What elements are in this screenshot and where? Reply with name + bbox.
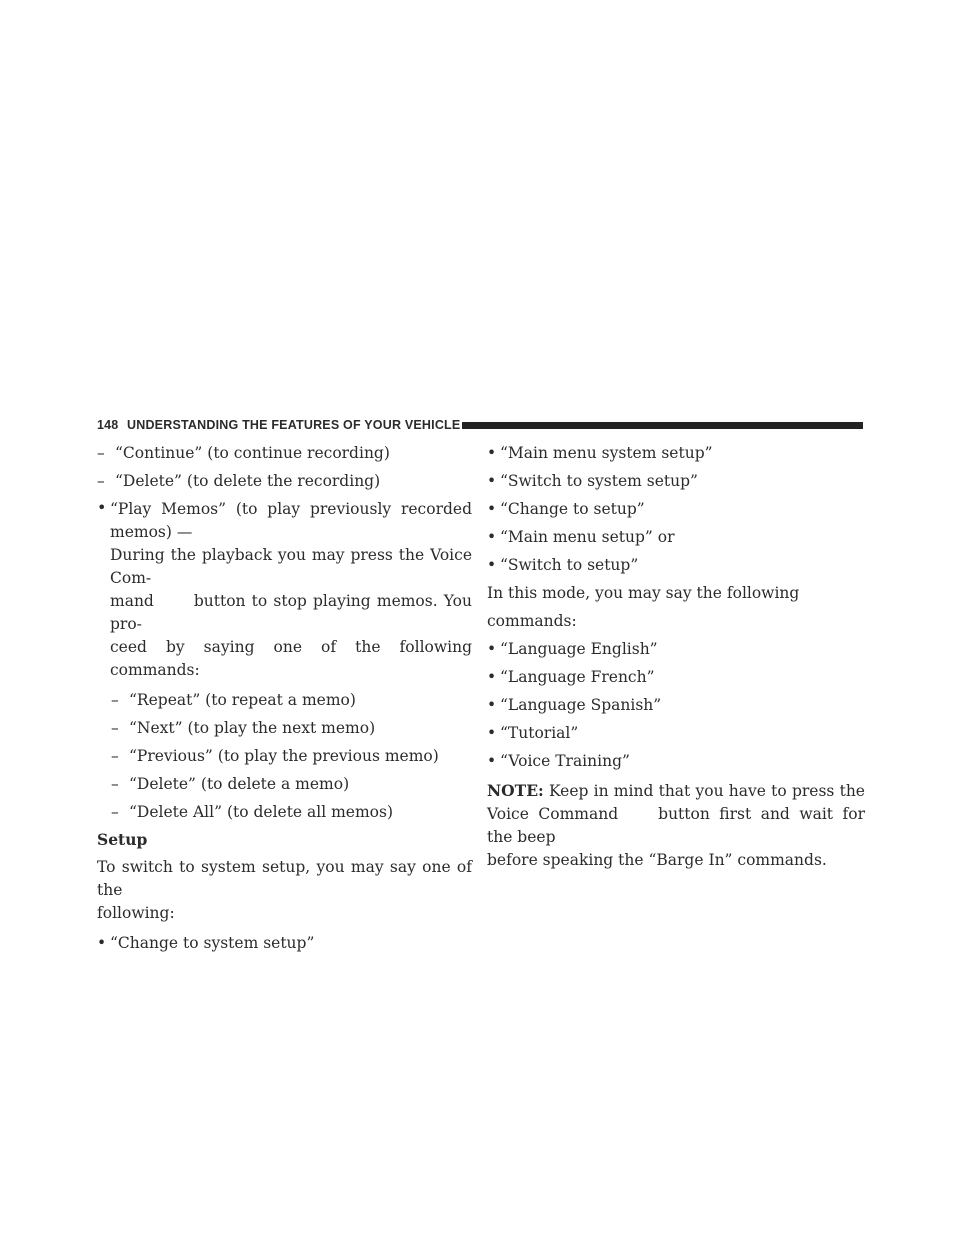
list-item: • “Switch to setup” (487, 551, 865, 579)
list-item: • “Main menu system setup” (487, 439, 865, 467)
list-item: • “Change to setup” (487, 495, 865, 523)
left-column (97, 439, 472, 957)
play-memos-line: During the playback you may press the Voice Com- (110, 546, 472, 587)
list-item: – “Continue” (to continue recording) (97, 439, 472, 467)
list-item: – “Delete” (to delete a memo) (97, 770, 472, 798)
setup-intro-line: following: (97, 904, 175, 922)
list-item: – “Previous” (to play the previous memo) (97, 742, 472, 770)
play-memos-line: “Play Memos” (to play previously recorded memos) — (110, 500, 472, 541)
list-item: • “Tutorial” (487, 719, 865, 747)
header-rule (462, 422, 863, 429)
setup-intro-line: To switch to system setup, you may say one of the (97, 858, 472, 899)
list-item: • “Language French” (487, 663, 865, 691)
setup-intro (97, 856, 472, 925)
note-line: before speaking the “Barge In” commands. (487, 851, 827, 869)
list-item: • “Voice Training” (487, 747, 865, 775)
note-paragraph (487, 779, 865, 872)
note-line: Keep in mind that you have to press the Voice (487, 782, 865, 823)
list-item: • “Language Spanish” (487, 691, 865, 719)
page-number: 148 (97, 418, 119, 432)
right-column (487, 439, 865, 876)
list-item: – “Delete” (to delete the recording) (97, 467, 472, 495)
play-memos-item (97, 498, 472, 682)
note-line: button first and wait for the beep (487, 805, 865, 846)
page-header (97, 417, 863, 439)
list-item: – “Next” (to play the next memo) (97, 714, 472, 742)
list-item: – “Repeat” (to repeat a memo) (97, 686, 472, 714)
list-item: • “Main menu setup” or (487, 523, 865, 551)
note-label: NOTE: (487, 781, 544, 800)
list-item: • “Change to system setup” (97, 929, 472, 957)
setup-heading: Setup (97, 830, 148, 849)
play-memos-line: mand (110, 592, 154, 610)
list-item: • “Switch to system setup” (487, 467, 865, 495)
play-memos-line: button to stop playing memos. You pro- (110, 592, 472, 633)
note-line: Command (538, 805, 619, 823)
mode-intro: In this mode, you may say the following commands: (487, 584, 800, 630)
play-memos-line: ceed by saying one of the following commands: (110, 638, 472, 679)
section-title: UNDERSTANDING THE FEATURES OF YOUR VEHICLE (127, 418, 461, 432)
list-item: • “Language English” (487, 635, 865, 663)
list-item: – “Delete All” (to delete all memos) (97, 798, 472, 826)
